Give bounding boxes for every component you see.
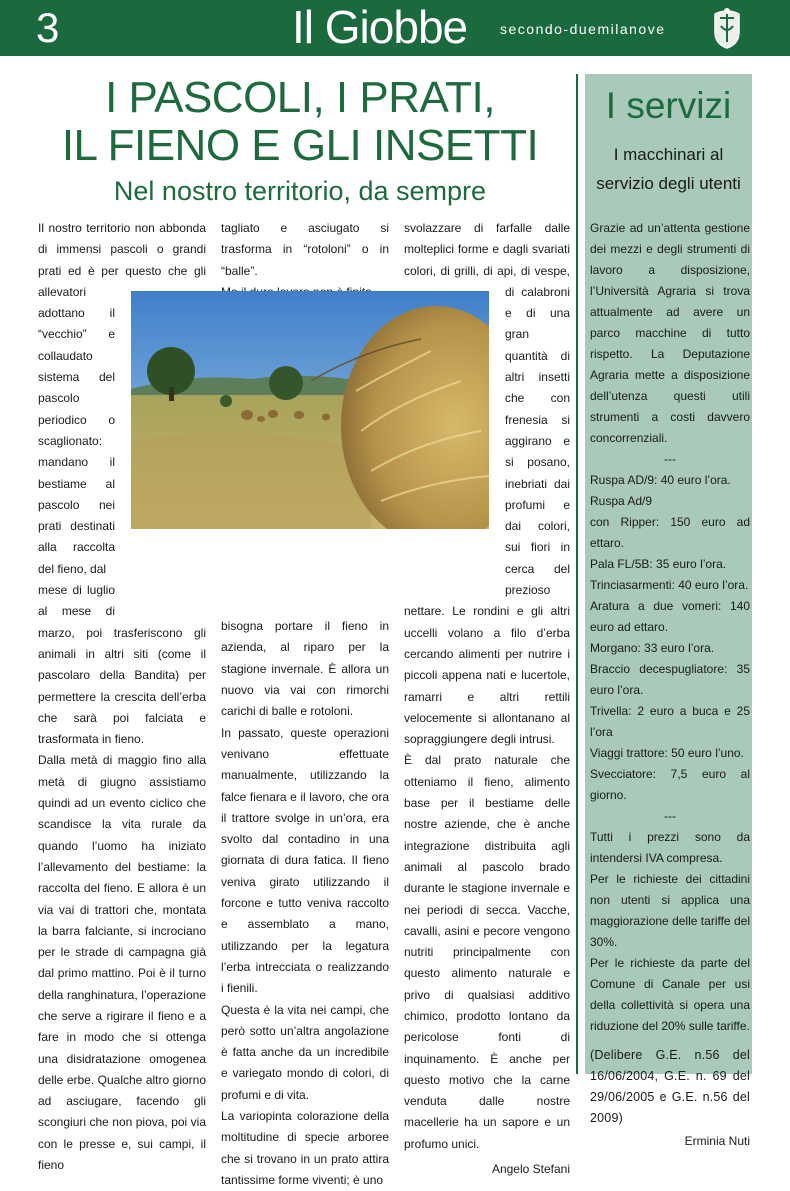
coat-of-arms-icon	[711, 6, 743, 50]
col2-paragraph-3: In passato, queste operazioni venivano effettuate manualmente, utilizzando la falce fienara e il lavoro, che ora il trattore svolge in un’ora, era svolto dal contadino in una giornata di dura fatica. Il fieno veniva girato utilizzando il forcone e tutto veniva raccolto e assemblato a mano, utilizzando per la legatura l’erba intrecciata o realizzando i fienili.	[221, 725, 389, 996]
price-item: Ruspa Ad/9	[590, 494, 653, 508]
price-item: Trinciasarmenti: 40 euro l’ora.	[590, 578, 749, 592]
col2-paragraph-1: tagliato e asciugato si trasforma in “rotoloni” o in “balle”.	[221, 221, 389, 278]
price-item: Trivella: 2 euro a buca e 25 l’ora	[590, 704, 750, 739]
column-divider	[576, 74, 578, 1074]
sidebar-intro: Grazie ad un’attenta gestione dei mezzi e degli strumenti di lavoro a disposizione, l’Università Agraria si trova attualmente ad avere un parco macchine di tutto rispetto. La Deputazione Agraria mette a disposizione dell’utenza questi utili strumenti a costi davvero concorrenziali.	[590, 221, 750, 445]
sidebar-references: (Delibere G.E. n.56 del 16/06/2004, G.E. n. 69 del 29/06/2005 e G.E. n.56 del 2009)	[590, 1048, 750, 1125]
price-item: Viaggi trattore: 50 euro l’uno.	[590, 746, 744, 760]
sidebar-separator: ---	[664, 452, 676, 466]
col3-paragraph-2: È dal prato naturale che otteniamo il fieno, alimento base per il bestiame delle nostre aziende, che è anche integrazione distribuita agli animali al pascolo brado durante le stagione invernale e nei periodi di secca. Vacche, cavalli, asini e pecore vengono nutriti principalmente con questo alimento naturale e privo di qualsiasi additivo chimico, prodotto lontano da pericolose fonti di inquinamento. È anche per questo motivo che la carne venduta dalle nostre macellerie ha un sapore e un profumo unici.	[404, 753, 570, 1151]
col3-paragraph-1: svolazzare di farfalle dalle molteplici forme e dagli svariati colori, di grilli, di api, di vespe, di calabroni e di una gran quantità di altri insetti che con frenesia si aggirano e si posano, inebriati dai profumi e dai colori, sui fiori in cerca del prezioso nettare. Le rondini e gli altri uccelli volano a filo d’erba cercando alimenti per nutrire i piccoli appena nati e lucertole, ramarri e altri rettili velocemente si allontanano al sopraggiungere degli intrusi.	[404, 221, 570, 747]
page-number: 3	[36, 4, 60, 51]
price-item: Pala FL/5B: 35 euro l’ora.	[590, 557, 727, 571]
sidebar-signature: Erminia Nuti	[684, 1134, 750, 1148]
article-headline	[30, 74, 570, 170]
article-author: Angelo Stefani	[491, 1162, 570, 1177]
headline-line-2: IL FIENO E GLI INSETTI	[61, 121, 539, 170]
price-item: Morgano: 33 euro l’ora.	[590, 641, 715, 655]
price-item: Braccio decespugliatore: 35 euro l’ora.	[590, 662, 750, 697]
col2-paragraph-2b: bisogna portare il fieno in azienda, al riparo per la stagione invernale. È allora un nuovo via vai con rimorchi carichi di balle e rotoloni.	[221, 619, 389, 719]
sidebar-separator-2: ---	[664, 809, 676, 823]
services-sidebar	[585, 74, 752, 1148]
headline-line-1: I PASCOLI, I PRATI,	[105, 73, 495, 122]
sidebar-note-surcharge: Per le richieste dei cittadini non utenti si applica una maggiorazione delle tariffe del 30%.	[590, 872, 750, 949]
col1-paragraph-1b: mese di luglio al mese di marzo, poi trasferiscono gli animali in altri siti (come il pascolaro della Bandita) per permettere la crescita dell’erba che sarà poi falciata e trasformata in fieno.	[38, 583, 206, 747]
sidebar-note-discount: Per le richieste da parte del Comune di Canale per usi della collettività si opera una riduzione del 20% sulle tariffe.	[590, 956, 750, 1033]
masthead	[0, 0, 790, 56]
sidebar-body	[590, 218, 750, 1152]
sidebar-note-vat: Tutti i prezzi sono da intendersi IVA compresa.	[590, 830, 750, 865]
price-item: Aratura a due vomeri: 140 euro ad ettaro.	[590, 599, 750, 634]
col2-paragraph-4: Questa è la vita nei campi, che però sotto un’altra angolazione è fatta anche da un incredibile e variegato mondo di colori, di profumi e di vita.	[221, 1002, 389, 1102]
sidebar-title: I servizi	[605, 85, 732, 126]
price-item: con Ripper: 150 euro ad ettaro.	[590, 515, 750, 550]
magazine-title: Il Giobbe	[292, 1, 468, 53]
hay-bale-field-photo	[131, 291, 489, 529]
price-item: Ruspa AD/9: 40 euro l’ora.	[590, 473, 731, 487]
col2-paragraph-5: La variopinta colorazione della moltitudine di specie arboree che si trovano in un prato attira tantissime forme viventi; è uno	[221, 1109, 389, 1187]
issue-label: secondo-duemilanove	[500, 21, 666, 37]
price-item: Svecciatore: 7,5 euro al giorno.	[590, 767, 750, 802]
article-subtitle: Nel nostro territorio, da sempre	[113, 176, 487, 206]
col1-paragraph-2: Dalla metà di maggio fino alla metà di giugno assistiamo quindi ad un evento ciclico che scandisce la vita rurale da quando l’uomo ha iniziato l’allevamento del bestiame: la raccolta del fieno. E allora è un via vai di trattori che, montata la barra falciante, si incrociano per le strade di campagna già dal primo mattino. Poi è il turno della ranghinatura, l’operazione che serve a rigirare il fieno e a fare in modo che si ottenga una disidratazione omogenea delle erbe. Qualche altro giorno ad asciugare, facendo gli scongiuri che non piova, poi via con le presse e, sui campi, il fieno	[38, 753, 206, 1173]
sidebar-subtitle: I macchinari al servizio degli utenti	[596, 145, 741, 193]
col1-paragraph-1a: Il nostro territorio non abbonda di immensi pascoli o grandi prati ed è per questo che gli allevatori adottano il “vecchio” e collaudato sistema del pascolo periodico o scaglionato: mandano il bestiame al pascolo nei prati destinati alla raccolta del fieno, dal	[38, 221, 206, 576]
